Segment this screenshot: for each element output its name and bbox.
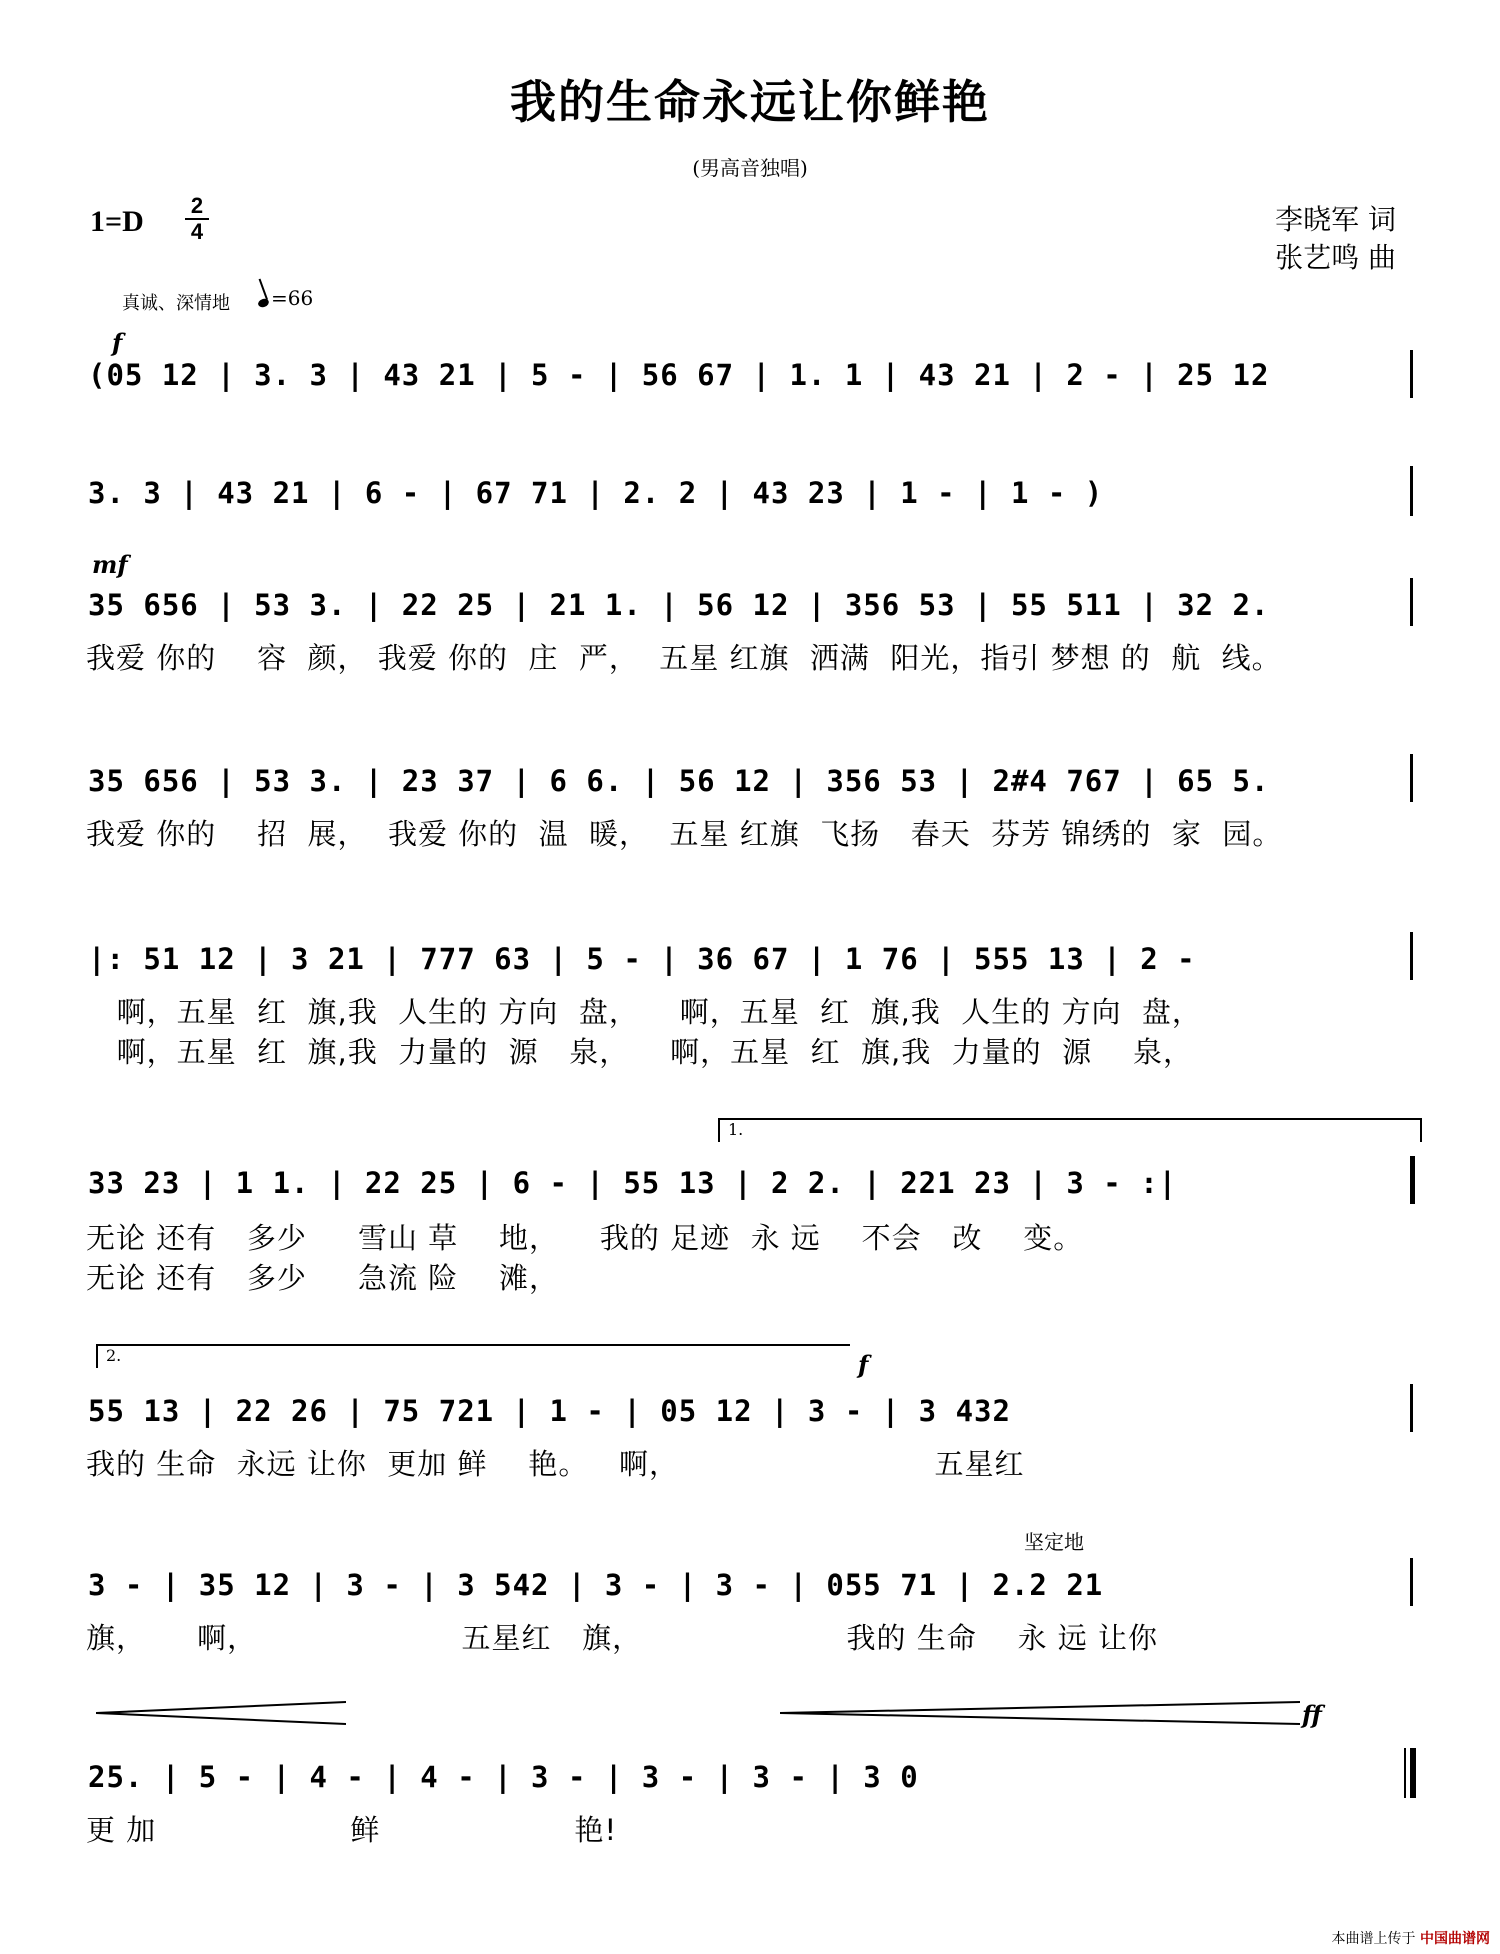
time-top: 2 <box>190 193 204 218</box>
system-9-lyrics: 更 加 鲜 艳! <box>86 1813 618 1847</box>
system-2-notes: 3. 3 | 43 21 | 6 - | 67 71 | 2. 2 | 43 23 | 1 - | 1 - ) <box>88 476 1104 510</box>
system-6-lyrics-1: 无论 还有 多少 雪山 草 地， 我的 足迹 永 远 不会 改 变。 <box>86 1221 1084 1255</box>
dynamic-f-2: f <box>858 1350 869 1379</box>
system-5-lyrics-2: 啊，五星 红 旗,我 力量的 源 泉， 啊，五星 红 旗,我 力量的 源 泉， <box>86 1035 1193 1069</box>
final-bar <box>1404 1748 1406 1798</box>
dynamic-mf: mf <box>92 550 128 579</box>
expression-firmly: 坚定地 <box>1024 1530 1084 1554</box>
system-4-notes: 35 656 | 53 3. | 23 37 | 6 6. | 56 12 | 356 53 | 2#4 767 | 65 5. <box>88 764 1270 798</box>
system-5-lyrics-1: 啊，五星 红 旗,我 人生的 方向 盘， 啊，五星 红 旗,我 人生的 方向 盘， <box>86 995 1202 1029</box>
system-3-end-bar <box>1410 578 1413 626</box>
footer-credit <box>1332 1928 1490 1948</box>
system-3-notes: 35 656 | 53 3. | 22 25 | 21 1. | 56 12 | 356 53 | 55 511 | 32 2. <box>88 588 1270 622</box>
tempo-mark <box>258 286 313 310</box>
system-7-notes: 55 13 | 22 26 | 75 721 | 1 - | 05 12 | 3 - | 3 432 <box>88 1394 1011 1428</box>
tempo-value: =66 <box>271 286 314 310</box>
system-7-lyrics: 我的 生命 永远 让你 更加 鲜 艳。 啊， 五星红 <box>86 1447 1025 1481</box>
page-title: 我的生命永远让你鲜艳 <box>510 75 990 129</box>
time-signature <box>185 195 209 243</box>
system-4-end-bar <box>1410 754 1413 802</box>
system-6-lyrics-2: 无论 还有 多少 急流 险 滩， <box>86 1261 560 1295</box>
system-1-staff-line <box>1410 350 1413 398</box>
system-1-notes: (05 12 | 3. 3 | 43 21 | 5 - | 56 67 | 1. 1 | 43 21 | 2 - | 25 12 <box>88 358 1270 392</box>
system-6-repeat-bar <box>1410 1156 1415 1204</box>
dynamic-f-1: f <box>112 328 123 357</box>
expression-mark: 真诚、深情地 <box>122 293 230 314</box>
key-signature: 1=D <box>90 205 144 238</box>
system-9-notes: 25. | 5 - | 4 - | 4 - | 3 - | 3 - | 3 - | 3 0 <box>88 1760 919 1794</box>
volta-2-bracket: 2. <box>96 1344 850 1368</box>
time-bottom: 4 <box>190 219 204 244</box>
system-8-end-bar <box>1410 1558 1413 1606</box>
system-2-end-bar <box>1410 466 1413 516</box>
system-8-notes: 3 - | 35 12 | 3 - | 3 542 | 3 - | 3 - | 055 71 | 2.2 21 <box>88 1568 1104 1602</box>
system-8-lyrics: 旗， 啊， 五星红 旗， 我的 生命 永 远 让你 <box>86 1621 1159 1655</box>
system-5-notes: |: 51 12 | 3 21 | 777 63 | 5 - | 36 67 | 1 76 | 555 13 | 2 - <box>88 942 1196 976</box>
crescendo-hairpin-1 <box>96 1700 346 1726</box>
system-7-end-bar <box>1410 1384 1413 1432</box>
volta-1-bracket: 1. <box>718 1118 1422 1142</box>
quarter-note-icon <box>257 297 270 308</box>
system-6-notes: 33 23 | 1 1. | 22 25 | 6 - | 55 13 | 2 2. | 221 23 | 3 - :| <box>88 1166 1178 1200</box>
system-3-lyrics: 我爱 你的 容 颜， 我爱 你的 庄 严， 五星 红旗 洒满 阳光，指引 梦想 的 航 线。 <box>86 641 1282 675</box>
system-4-lyrics: 我爱 你的 招 展， 我爱 你的 温 暖， 五星 红旗 飞扬 春天 芬芳 锦绣的 家 园。 <box>86 817 1283 851</box>
final-bar-thick <box>1410 1748 1416 1798</box>
footer-site: 中国曲谱网 <box>1420 1931 1490 1947</box>
system-5-end-bar <box>1410 932 1413 980</box>
composer-credit: 张艺鸣 曲 <box>1275 241 1396 274</box>
footer-text: 本曲谱上传于 <box>1331 1931 1416 1947</box>
lyricist-credit: 李晓军 词 <box>1275 203 1396 236</box>
subtitle: (男高音独唱) <box>692 156 808 180</box>
crescendo-hairpin-2 <box>780 1700 1300 1726</box>
dynamic-ff: ff <box>1302 1700 1322 1729</box>
